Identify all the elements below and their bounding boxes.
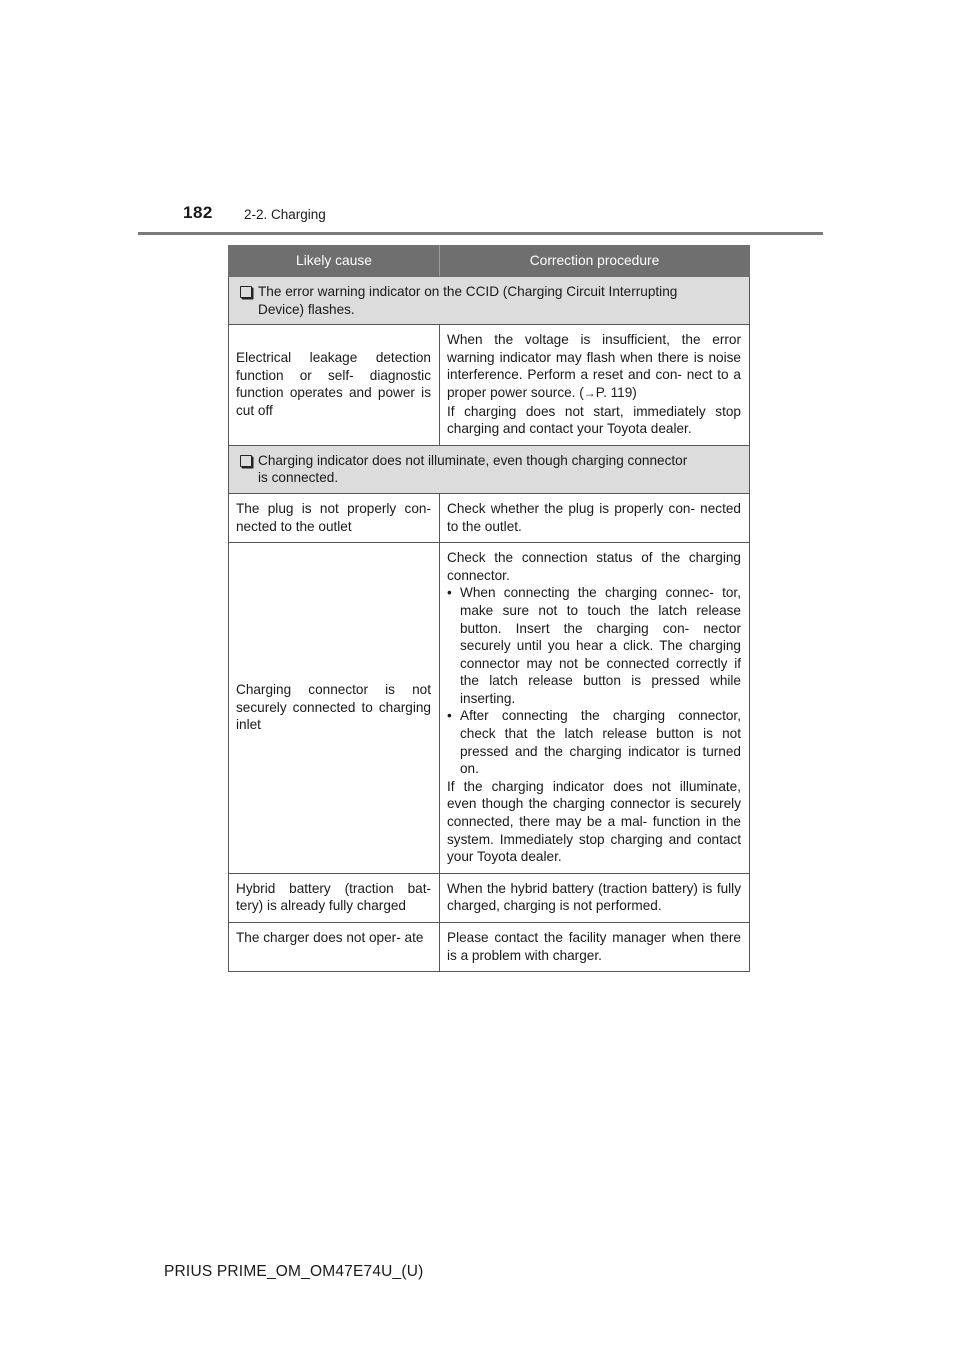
correction-cell: Please contact the facility manager when there is a problem with charger. [440,923,750,972]
likely-cause-cell: The charger does not oper- ate [229,923,440,972]
page-reference: P. 119) [595,384,637,400]
symptom-row [229,445,750,493]
bullet-marker: • [447,585,452,601]
correction-cell [440,543,750,874]
symptom-row [229,277,750,325]
correction-cell: When the hybrid battery (traction battery) is fully charged, charging is not performed. [440,873,750,922]
table-row [229,873,750,922]
page-number: 182 [183,203,213,222]
table-header-row [229,246,750,277]
symptom-text: The error warning indicator on the CCID (Charging Circuit Interrupting [258,284,678,299]
table-row [229,493,750,542]
checkbox-icon [240,286,252,298]
checkbox-icon [240,455,252,467]
symptom-cell [229,445,750,493]
symptom-cell [229,277,750,325]
bullet-marker: • [447,708,452,724]
correction-text: If charging does not start, immediately stop charging and contact your Toyota dealer. [447,403,741,437]
likely-cause-cell: Charging connector is not securely connected to charging inlet [229,543,440,874]
table-row [229,325,750,446]
bullet-item [447,584,741,707]
symptom-text-continued: Device) flashes. [258,301,355,317]
symptom-text: Charging indicator does not illuminate, even though charging connector [258,452,688,468]
section-title: 2-2. Charging [244,207,326,222]
bullet-text: When connecting the charging connec- tor, make sure not to touch the latch release button. Insert the charging con- nector securely until you hear a click. The charging connector may not be connected correctly if the latch release button is pressed while inserting. [460,585,741,706]
arrow-right-icon: → [583,385,596,400]
likely-cause-cell: The plug is not properly con- nected to the outlet [229,493,440,542]
bullet-text: After connecting the charging connector, check that the latch release button is not pressed and the charging indicator is turned on. [460,708,741,777]
correction-cell [440,325,750,446]
document-code: PRIUS PRIME_OM_OM47E74U_(U) [164,1263,424,1280]
symptom-text-continued: is connected. [258,470,339,486]
troubleshooting-table [228,245,750,972]
header-divider [138,232,823,235]
likely-cause-cell: Electrical leakage detection function or self- diagnostic function operates and power is cut off [229,325,440,446]
correction-cell: Check whether the plug is properly con- nected to the outlet. [440,493,750,542]
correction-text: Check the connection status of the charging connector. [447,550,741,583]
likely-cause-cell: Hybrid battery (traction bat- tery) is already fully charged [229,873,440,922]
table-row [229,543,750,874]
column-header-correction-procedure: Correction procedure [440,246,750,277]
column-header-likely-cause: Likely cause [229,246,440,277]
bullet-item [447,707,741,777]
table-row [229,923,750,972]
correction-text: When the voltage is insufficient, the error warning indicator may flash when there is noise interference. Perform a reset and con- nect to a proper power source. ( [447,332,741,400]
correction-text: If the charging indicator does not illuminate, even though the charging connector is securely connected, there may be a mal- function in the system. Immediately stop charging and contact your Toyota dealer. [447,778,741,865]
